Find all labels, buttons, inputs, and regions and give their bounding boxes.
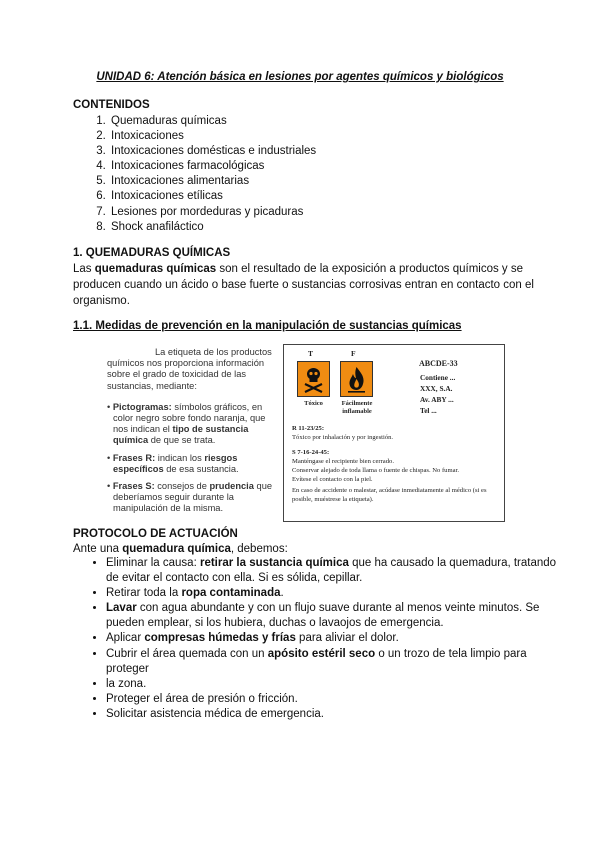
s-phrase-line: Conservar alejado de toda llama o fuente de chispas. No fumar. bbox=[292, 467, 459, 474]
contents-item: 7. Lesiones por mordeduras y picaduras bbox=[109, 205, 316, 220]
contents-item: 2. Intoxicaciones bbox=[109, 129, 316, 144]
contents-item: 6. Intoxicaciones etílicas bbox=[109, 189, 316, 204]
contents-heading: CONTENIDOS bbox=[73, 99, 150, 111]
contents-item: 1. Quemaduras químicas bbox=[109, 114, 316, 129]
unit-title: UNIDAD 6: Atención básica en lesiones por agentes químicos y biológicos bbox=[96, 71, 504, 83]
contents-list bbox=[73, 114, 316, 235]
protocol-intro: Ante una quemadura química, debemos: bbox=[73, 543, 288, 555]
supplier-line: Tel ... bbox=[420, 406, 437, 415]
label-info-item: • Frases S: consejos de prudencia que deberíamos seguir durante la manipulación de la misma. bbox=[107, 481, 273, 514]
protocol-item: • Lavar con agua abundante y con un flujo suave durante al menos veinte minutos. Se pueden emplear, si los hubiera, duchas o lavaojos de emergencia. bbox=[106, 601, 566, 631]
supplier-line: Av. ABY ... bbox=[420, 395, 454, 404]
contents-item: 8. Shock anafiláctico bbox=[109, 220, 316, 235]
supplier-line: XXX, S.A. bbox=[420, 384, 453, 393]
s-phrase-line: En caso de accidente o malestar, acúdase inmediatamente al médico (si es posible, muéstrese la etiqueta). bbox=[292, 487, 487, 503]
s-phrase-line: Evítese el contacto con la piel. bbox=[292, 476, 373, 483]
label-info-intro: La etiqueta de los productos químicos nos proporciona información sobre el grado de toxicidad de las sustancias, mediante: bbox=[107, 347, 272, 391]
pictogram-t-letter: T bbox=[308, 349, 314, 358]
pictogram-f-letter: F bbox=[351, 349, 356, 358]
protocol-item: • Solicitar asistencia médica de emergencia. bbox=[106, 707, 566, 722]
sample-label-figure bbox=[283, 344, 505, 522]
flame-icon bbox=[341, 362, 372, 396]
contents-item: 3. Intoxicaciones domésticas e industriales bbox=[109, 144, 316, 159]
section-1-1-heading: 1.1. Medidas de prevención en la manipulación de sustancias químicas bbox=[73, 320, 462, 332]
s-phrase-line: Manténgase el recipiente bien cerrado. bbox=[292, 458, 394, 465]
supplier-line: Contiene ... bbox=[420, 373, 456, 382]
label-info-figure bbox=[105, 343, 275, 523]
protocol-item: • la zona. bbox=[106, 677, 566, 692]
s-phrase-code: S 7-16-24-45: bbox=[292, 449, 330, 456]
skull-crossbones-icon bbox=[298, 362, 329, 396]
contents-item: 5. Intoxicaciones alimentarias bbox=[109, 174, 316, 189]
label-info-item: • Frases R: indican los riesgos específicos de esa sustancia. bbox=[107, 452, 239, 474]
flammable-pictogram bbox=[340, 361, 373, 397]
product-code: ABCDE-33 bbox=[419, 359, 458, 368]
protocol-heading: PROTOCOLO DE ACTUACIÓN bbox=[73, 528, 238, 540]
protocol-item: • Eliminar la causa: retirar la sustancia química que ha causado la quemadura, tratando de evitar el contacto con ella. Si es sólida, cepillar. bbox=[106, 556, 566, 586]
protocol-item: • Retirar toda la ropa contaminada. bbox=[106, 586, 566, 601]
protocol-item: • Proteger el área de presión o fricción. bbox=[106, 692, 566, 707]
label-info-item: • Pictogramas: símbolos gráficos, en color negro sobre fondo naranja, que nos indican el tipo de sustancia química de que se trata. bbox=[107, 401, 266, 446]
section-1-paragraph: Las quemaduras químicas son el resultado de la exposición a productos químicos y se producen cuando un ácido o base fuerte o sustancias corrosivas entran en contacto con el organismo. bbox=[73, 263, 534, 307]
protocol-list bbox=[73, 556, 566, 722]
r-phrase-code: R 11-23/25: bbox=[292, 425, 325, 432]
protocol-item: • Aplicar compresas húmedas y frías para aliviar el dolor. bbox=[106, 631, 566, 646]
protocol-item: • Cubrir el área quemada con un apósito estéril seco o un trozo de tela limpio para proteger bbox=[106, 647, 566, 677]
pictogram-t-caption: Tóxico bbox=[304, 400, 323, 407]
section-1-heading: 1. QUEMADURAS QUÍMICAS bbox=[73, 247, 231, 259]
toxic-pictogram bbox=[297, 361, 330, 397]
r-phrase-text: Tóxico por inhalación y por ingestión. bbox=[292, 434, 394, 441]
contents-item: 4. Intoxicaciones farmacológicas bbox=[109, 159, 316, 174]
pictogram-f-caption: Fácilmente inflamable bbox=[341, 400, 373, 415]
